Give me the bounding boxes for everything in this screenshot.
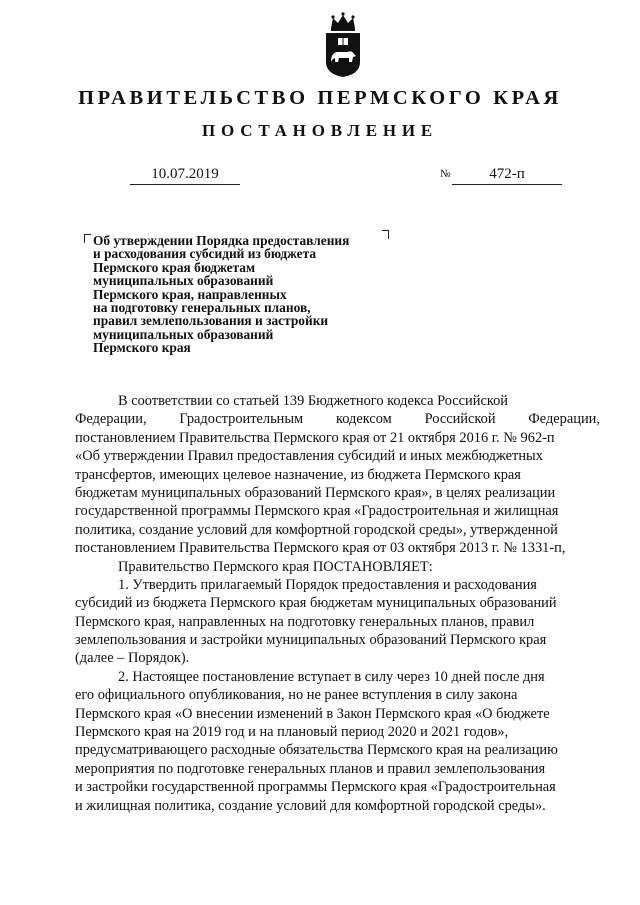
item-2-paragraph (75, 668, 600, 815)
text-line (75, 392, 600, 410)
text-line: постановлением Правительства Пермского края от 21 октября 2016 г. № 962-п (75, 429, 555, 446)
text-line: и застройки государственной программы Пермского края «Градостроительная (75, 779, 556, 796)
text-line: государственной программы Пермского края «Градостроительная и жилищная (75, 503, 559, 520)
subject-corner-left-mark (84, 234, 91, 243)
subject-line: Пермского края, направленных (93, 286, 287, 302)
document-subject (93, 234, 403, 355)
subject-line: муниципальных образований (93, 326, 274, 342)
text-line: «Об утверждении Правил предоставления субсидий и иных межбюджетных (75, 448, 543, 465)
number-sign: № (440, 168, 451, 180)
text-line: 1. Утвердить прилагаемый Порядок предоставления и расходования (118, 576, 537, 593)
text-line-content: В соответствии со статьей 139 Бюджетного кодекса Российской (118, 393, 508, 409)
subject-line: правил землепользования и застройки (93, 313, 329, 329)
text-line: Пермского края на 2019 год и на плановый период 2020 и 2021 годов», (75, 724, 509, 741)
subject-line: на подготовку генеральных планов, (93, 300, 311, 316)
document-type: ПОСТАНОВЛЕНИЕ (201, 121, 439, 140)
text-line: субсидий из бюджета Пермского края бюджетам муниципальных образований (75, 595, 557, 612)
text-line: трансфертов, имеющих целевое назначение, из бюджета Пермского края (75, 466, 521, 483)
item-1-paragraph (75, 576, 600, 668)
text-line: (далее – Порядок). (75, 650, 190, 667)
text-line: Пермского края, направленных на подготовку генеральных планов, правил (75, 613, 535, 630)
text-line: 2. Настоящее постановление вступает в силу через 10 дней после дня (118, 668, 545, 685)
word: Российской (424, 411, 496, 428)
text-line: политика, создание условий для комфортной городской среды», утвержденной (75, 521, 558, 538)
word: кодексом (335, 411, 392, 428)
word: Федерации, (528, 411, 600, 428)
text-line: предусматривающего расходные обязательства Пермского края на реализацию (75, 742, 558, 759)
document-date: 10.07.2019 (130, 164, 240, 185)
subject-line: Об утверждении Порядка предоставления (93, 233, 350, 248)
subject-line: Пермского края (93, 340, 191, 356)
document-body (75, 392, 600, 815)
preamble-paragraph (75, 392, 600, 558)
word: Градостроительным (179, 411, 304, 428)
subject-line: муниципальных образований (93, 273, 274, 289)
text-line: постановлением Правительства Пермского края от 03 октября 2013 г. № 1331-п, (75, 540, 566, 557)
text-line: бюджетам муниципальных образований Пермского края», в целях реализации (75, 484, 556, 501)
subject-line: и расходования субсидий из бюджета (93, 246, 317, 262)
text-line: Пермского края «О внесении изменений в Закон Пермского края «О бюджете (75, 705, 550, 722)
document-number: 472-п (452, 164, 562, 185)
text-line: мероприятия по подготовке генеральных планов и правил землепользования (75, 760, 546, 777)
perm-krai-coat-of-arms-icon (323, 12, 363, 78)
text-line: и жилищная политика, создание условий для комфортной городской среды». (75, 797, 546, 814)
text-line: землепользования и застройки муниципальных образований Пермского края (75, 632, 547, 649)
text-line (75, 410, 600, 428)
text-line: его официального опубликования, но не ранее вступления в силу закона (75, 687, 518, 704)
resolution-statement: Правительство Пермского края ПОСТАНОВЛЯЕТ: (118, 558, 433, 575)
word: Федерации, (75, 411, 147, 428)
subject-line: Пермского края бюджетам (93, 259, 256, 275)
organization-title: ПРАВИТЕЛЬСТВО ПЕРМСКОГО КРАЯ (78, 87, 562, 109)
